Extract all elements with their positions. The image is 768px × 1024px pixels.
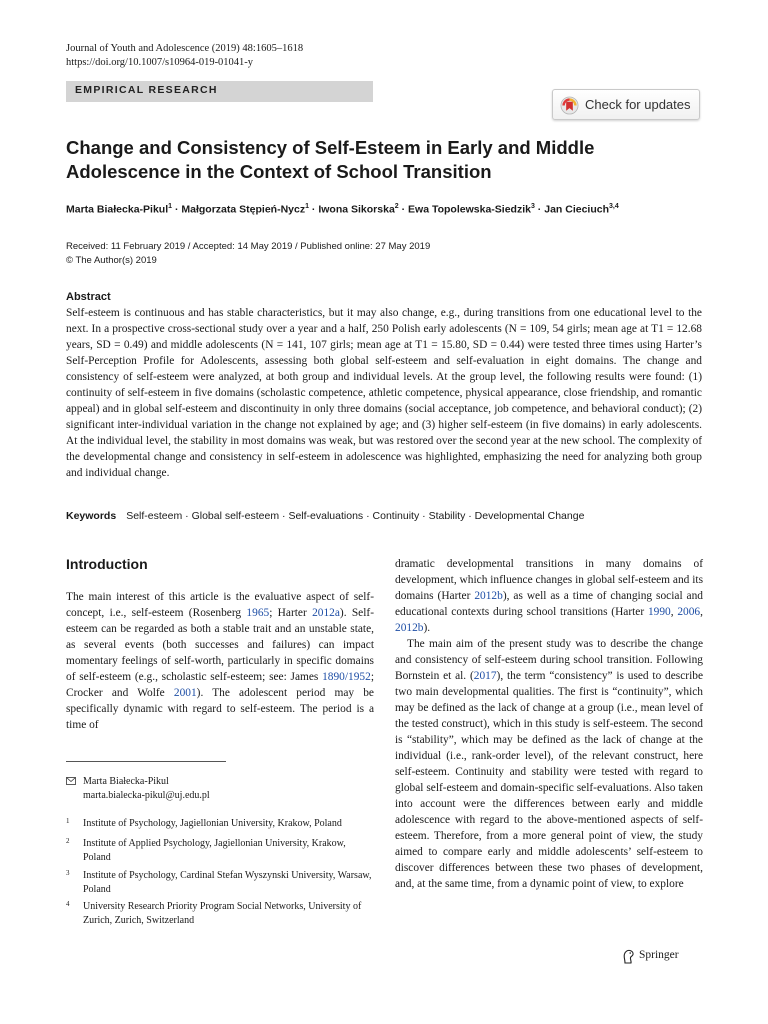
- doi-link[interactable]: https://doi.org/10.1007/s10964-019-01041-y: [66, 57, 254, 68]
- intro-paragraph: [395, 636, 703, 892]
- affiliation-number: 4: [66, 900, 70, 908]
- publication-dates: [66, 240, 430, 267]
- journal-reference: [66, 42, 303, 70]
- affiliation-number: 3: [66, 869, 70, 877]
- keyword-item: Stability: [428, 510, 466, 522]
- bookmark-ring-icon: [560, 96, 579, 115]
- citation-link[interactable]: 2006: [677, 606, 701, 619]
- keyword-separator: ·: [363, 510, 373, 522]
- author-affiliation-marker: 2: [394, 203, 399, 210]
- journal-line: Journal of Youth and Adolescence (2019) 48:1605–1618: [66, 43, 304, 54]
- keyword-item: Continuity: [372, 510, 420, 522]
- author-separator: ·: [534, 203, 545, 216]
- intro-left-column: [66, 589, 374, 733]
- author-name[interactable]: Małgorzata Stępień-Nycz: [181, 203, 306, 216]
- section-label: EMPIRICAL RESEARCH: [75, 84, 218, 96]
- keyword-item: Global self-esteem: [191, 510, 280, 522]
- citation-link[interactable]: 1965: [246, 607, 270, 620]
- citation-link[interactable]: 2001: [173, 687, 197, 700]
- intro-text: ; Crocker and Wolfe: [66, 671, 374, 700]
- intro-text: ). The adolescent period may be specifically dynamic with regard to self-esteem. The period is a time of: [66, 687, 374, 732]
- keyword-item: Self-esteem: [126, 510, 183, 522]
- author-separator: ·: [172, 203, 182, 216]
- keywords-line: [66, 510, 706, 522]
- intro-text: ,: [670, 606, 678, 619]
- received-accepted-published: Received: 11 February 2019 / Accepted: 14 May 2019 / Published online: 27 May 2019: [66, 241, 431, 252]
- citation-link[interactable]: 1890/1952: [322, 671, 371, 684]
- springer-horse-icon: [622, 949, 635, 964]
- publisher-name: Springer: [639, 949, 679, 961]
- check-updates-label: Check for updates: [585, 97, 691, 112]
- intro-text: ,: [700, 606, 703, 619]
- article-title: Change and Consistency of Self-Esteem in Early and Middle Adolescence in the Context of School Transition: [66, 137, 595, 182]
- affiliation-text: University Research Priority Program Social Networks, University of Zurich, Zurich, Switzerland: [83, 901, 362, 926]
- publisher-logo: [622, 948, 712, 966]
- intro-text: ), the term “consistency” is used to describe two main developmental qualities. The first is “continuity”, which may be defined as the lack of change at a group (i.e., mean level of the tested construct), which in this study is self-esteem. The second is “stability”, which may be defined as the lack of change at the individual (i.e., rank-order level), of the relevant construct, here self-esteem. Continuity and stability were tested with regard to global self-esteem and domain-specific self-evaluations. Also taken into account were the differences between early and middle adolescence with regard to the above-mentioned aspects of self-esteem. Therefore, from a more general point of view, the study aimed to compare early and middle adolescents’ self-esteem to discover differences between these two phases of development, and, at the same time, from a dynamic point of view, to explore: [395, 670, 704, 891]
- keyword-item: Developmental Change: [474, 510, 585, 522]
- keywords-label: Keywords: [66, 510, 117, 522]
- keyword-separator: ·: [182, 510, 192, 522]
- keywords-items: [126, 510, 584, 522]
- citation-link[interactable]: 2012b: [395, 622, 424, 635]
- keyword-separator: ·: [419, 510, 429, 522]
- author-affiliation-marker: 3,4: [609, 203, 619, 210]
- author-separator: ·: [398, 203, 409, 216]
- citation-link[interactable]: 2012b: [474, 590, 503, 603]
- abstract-heading: Abstract: [66, 291, 111, 303]
- intro-right-column: [395, 556, 703, 892]
- citation-link[interactable]: 2017: [473, 670, 497, 683]
- author-list: [66, 203, 716, 216]
- citation-link[interactable]: 1990: [647, 606, 671, 619]
- copyright-line: © The Author(s) 2019: [66, 254, 157, 266]
- author-affiliation-marker: 1: [168, 203, 173, 210]
- affiliation-number: 2: [66, 837, 70, 845]
- author-affiliation-marker: 3: [530, 203, 535, 210]
- intro-text: ), as well as a time of changing social and educational contexts during school transitions (Harter: [395, 590, 703, 619]
- affiliation-text: Institute of Psychology, Cardinal Stefan Wyszynski University, Warsaw, Poland: [83, 870, 372, 895]
- author-separator: ·: [309, 203, 319, 216]
- introduction-heading: Introduction: [66, 556, 148, 572]
- author-name[interactable]: Ewa Topolewska-Siedzik: [408, 203, 531, 216]
- envelope-icon: [66, 777, 76, 785]
- intro-text: ; Harter: [269, 607, 313, 620]
- author-name[interactable]: Marta Białecka-Pikul: [66, 203, 169, 216]
- affiliation-number: 1: [66, 817, 70, 825]
- contact-email[interactable]: marta.bialecka-pikul@uj.edu.pl: [83, 790, 210, 801]
- affiliation-text: Institute of Applied Psychology, Jagiellonian University, Krakow, Poland: [83, 838, 346, 863]
- author-name[interactable]: Iwona Sikorska: [318, 203, 395, 216]
- intro-text: The main interest of this article is the evaluative aspect of self-concept, i.e., self-esteem (Rosenberg: [66, 591, 374, 620]
- author-affiliation-marker: 1: [305, 203, 309, 210]
- contact-name: Marta Białecka-Pikul: [83, 776, 169, 787]
- intro-paragraph: [395, 556, 703, 636]
- abstract-text: Self-esteem is continuous and has stable characteristics, but it may also change, e.g., during transitions from one educational level to the next. In a prospective cross-sectional study over a year and a half, 250 Polish early adolescents (N = 109, 54 girls; mean age at T1 = 12.68 years, SD = 0.49) and middle adolescents (N = 141, 107 girls; mean age at T1 = 15.80, SD = 0.44) were tested three times using Harter’s Self-Perception Profile for Adolescents, assessing both global self-esteem and self-evaluation in eight domains. The change and consistency of self-esteem were analyzed, at both group and individual levels. At the group level, the following results were found: (1) continuity of self-esteem in five domains (scholastic competence, athletic competence, physical appearance, close friendship, and romantic appeal) and in global self-esteem and discontinuity in only three domains (social acceptance, job competence, and behavioral conduct); (2) significant inter-individual variation in the change not explained by age; and (3) higher self-esteem (in five domains) in early adolescents. At the individual level, the stability in most domains was weak, but was restored over the second year at the new school. The complexity of the developmental change and consistency in self-esteem in adolescence was highlighted, emphasizing the need for analyzing both group and individual change.: [66, 307, 702, 480]
- keyword-separator: ·: [465, 510, 475, 522]
- check-for-updates-button[interactable]: [552, 89, 700, 120]
- intro-text: ).: [423, 622, 431, 635]
- intro-text: ). Self-esteem can be regarded as both a stable trait and an unstable state, as several events (both successes and failures) can impact momentary feelings of self-worth, particularly in specific domains of self-esteem (e.g., scholastic self-esteem; see: James: [66, 607, 374, 684]
- keyword-separator: ·: [279, 510, 289, 522]
- intro-text: The main aim of the present study was to describe the change and consistency of self-esteem during school transition. Following Bornstein et al. (: [395, 638, 703, 683]
- intro-text: dramatic developmental transitions in many domains of development, which influence changes in global self-esteem and its domains (Harter: [395, 558, 703, 603]
- citation-link[interactable]: 2012a: [312, 607, 340, 620]
- footnote-divider: [66, 761, 226, 762]
- author-name[interactable]: Jan Cieciuch: [544, 203, 610, 216]
- affiliation-text: Institute of Psychology, Jagiellonian University, Krakow, Poland: [83, 818, 342, 829]
- keyword-item: Self-evaluations: [288, 510, 364, 522]
